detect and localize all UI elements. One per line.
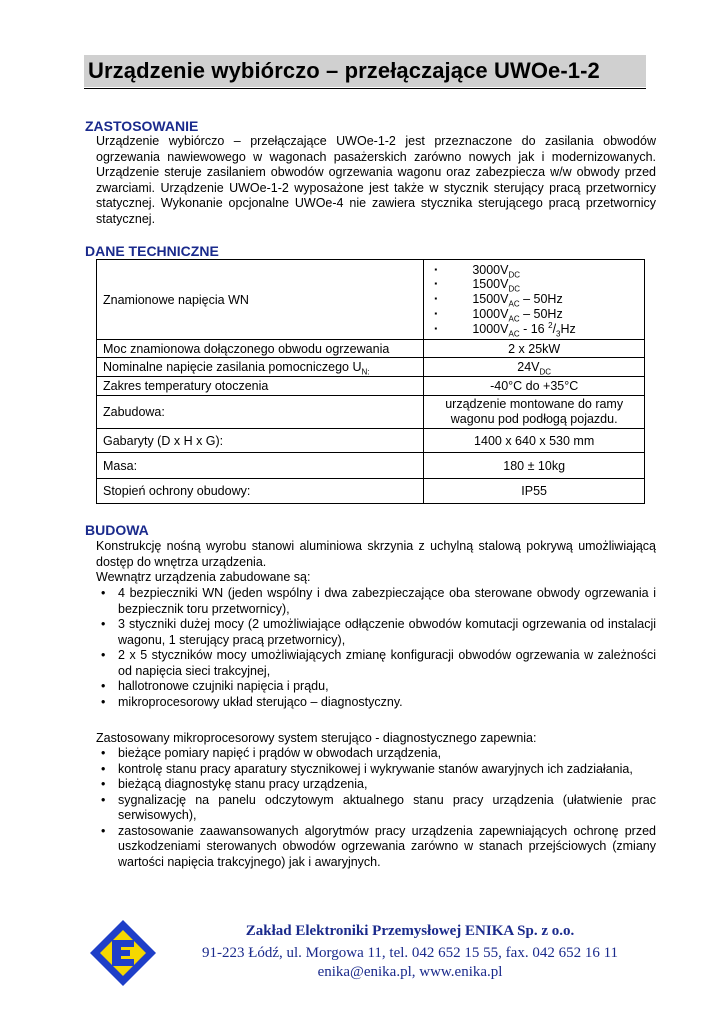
- row-value: urządzenie montowane do ramy wagonu pod podłogą pojazdu.: [424, 396, 645, 429]
- bullet-icon: •: [101, 679, 106, 693]
- zastosowanie-text: [96, 134, 656, 227]
- voltage-item: [434, 263, 638, 278]
- row-label: Zakres temperatury otoczenia: [97, 377, 424, 396]
- table-row: [97, 340, 645, 358]
- list-item: [96, 586, 656, 617]
- zastosowanie-paragraph: Urządzenie wybiórczo – przełączające UWOe-1-2 jest przeznaczone do zasilania obwodów ogrzewania nawiewowego w wagonach pasażerskich zarówno nowych jak i modernizowanych. Urządzenie steruje zasilaniem obwodów ogrzewania wagonu oraz zabezpiecza w/w obwody przed zwarciami. Urządzenie UWOe-1-2 wyposażone jest także w stycznik sterujący pracą przetwornicy statycznej. Wykonanie opcjonalne UWOe-4 nie zawiera stycznika sterującego pracą przetwornicy statycznej.: [96, 134, 656, 226]
- bullet-icon: •: [101, 617, 106, 631]
- section-heading-dane: DANE TECHNICZNE: [85, 243, 219, 259]
- bullet-icon: •: [101, 746, 106, 760]
- table-row: [97, 429, 645, 453]
- title-underline: [84, 88, 646, 89]
- list-item-text: 2 x 5 styczników mocy umożliwiających zmianę konfiguracji obwodów ogrzewania w zależności od napięcia sieci trakcyjnej,: [118, 648, 656, 678]
- row-label: Gabaryty (D x H x G):: [97, 429, 424, 453]
- footer-contact: enika@enika.pl, www.enika.pl: [317, 964, 503, 980]
- row-label-sub: N:: [361, 367, 370, 377]
- voltage-text: $1000V_{AC} - 50Hz$: [472, 306, 563, 324]
- list-item: [96, 695, 656, 711]
- voltage-text: $1000V_{AC} - 16$ $^2/_3Hz$: [472, 320, 576, 339]
- system-intro: [96, 731, 656, 747]
- square-bullet-icon: ▪: [434, 308, 438, 318]
- list-item: [96, 824, 656, 871]
- budowa-intro: [96, 539, 656, 586]
- voltage-item: [434, 292, 638, 307]
- bullet-icon: •: [101, 777, 106, 791]
- enika-logo-icon: [88, 918, 158, 988]
- list-item-text: kontrolę stanu pracy aparatury stycznikowej i wykrywanie stanów awaryjnych ich zadziałania,: [118, 761, 633, 776]
- square-bullet-icon: ▪: [434, 279, 438, 289]
- row-value: 180 ± 10kg: [424, 453, 645, 479]
- row-value: 1400 x 640 x 530 mm: [424, 429, 645, 453]
- footer-address: 91-223 Łódź, ul. Morgowa 11, tel. 042 652 15 55, fax. 042 652 16 11: [201, 945, 619, 961]
- row-value-text: 24V: [517, 360, 540, 374]
- row-label: Stopień ochrony obudowy:: [97, 479, 424, 504]
- table-row: [97, 479, 645, 504]
- page-title: Urządzenie wybiórczo – przełączające UWOe-1-2: [88, 58, 600, 83]
- budowa-intro-text: Konstrukcję nośną wyrobu stanowi aluminiowa skrzynia z uchylną stalową pokrywą umożliwiającą dostęp do wnętrza urządzenia.: [96, 539, 656, 569]
- bullet-icon: •: [101, 761, 106, 776]
- row-value: IP55: [424, 479, 645, 504]
- row-value: -40°C do +35°C: [424, 377, 645, 396]
- row-value-sub: DC: [539, 367, 552, 377]
- row-label: Masa:: [97, 453, 424, 479]
- list-item: [96, 777, 656, 793]
- list-item: [96, 762, 656, 778]
- bullet-icon: •: [101, 648, 106, 662]
- section-heading-budowa: BUDOWA: [85, 522, 149, 538]
- voltage-label: Znamionowe napięcia WN: [97, 260, 424, 340]
- list-item-text: mikroprocesorowy układ sterująco – diagnostyczny.: [118, 694, 403, 709]
- list-item: [96, 648, 656, 679]
- list-item-text: bieżącą diagnostykę stanu pracy urządzenia,: [118, 777, 368, 791]
- square-bullet-icon: ▪: [434, 323, 438, 333]
- table-row-voltages: [97, 260, 645, 340]
- row-label: Zabudowa:: [97, 396, 424, 429]
- row-label: [97, 358, 424, 377]
- list-item-text: bieżące pomiary napięć i prądów w obwodach urządzenia,: [118, 746, 442, 760]
- voltage-item: [434, 307, 638, 322]
- list-item: [96, 617, 656, 648]
- system-list: [96, 746, 656, 870]
- list-item: [96, 746, 656, 762]
- bullet-icon: •: [101, 792, 106, 807]
- table-row: [97, 453, 645, 479]
- voltage-item: [434, 277, 638, 292]
- square-bullet-icon: ▪: [434, 264, 438, 274]
- technical-data-table: [96, 259, 645, 504]
- voltage-text: $1500V_{DC}$: [472, 277, 521, 294]
- list-item-text: 4 bezpieczniki WN (jeden wspólny i dwa zabezpieczające oba sterowane obwody ogrzewania i bezpiecznik toru przetwornicy),: [118, 586, 656, 616]
- list-item: [96, 679, 656, 695]
- row-label: Moc znamionowa dołączonego obwodu ogrzewania: [97, 340, 424, 358]
- voltage-text: $3000V_{DC}$: [472, 262, 521, 279]
- list-item-text: hallotronowe czujniki napięcia i prądu,: [118, 679, 329, 693]
- title-bar: [84, 55, 646, 87]
- table-row: [97, 377, 645, 396]
- system-intro-text: Zastosowany mikroprocesorowy system sterująco - diagnostycznego zapewnia:: [96, 731, 537, 745]
- voltage-text: $1500V_{AC} - 50Hz$: [472, 292, 563, 309]
- list-item: [96, 793, 656, 824]
- row-label-text: Nominalne napięcie zasilania pomocniczego U: [103, 360, 362, 374]
- bullet-icon: •: [101, 823, 106, 838]
- budowa-intro2-text: Wewnątrz urządzenia zabudowane są:: [96, 570, 311, 584]
- budowa-list: [96, 586, 656, 710]
- footer-company: Zakład Elektroniki Przemysłowej ENIKA Sp. z o.o.: [245, 923, 575, 939]
- square-bullet-icon: ▪: [434, 294, 438, 304]
- table-row: [97, 396, 645, 429]
- list-item-text: zastosowanie zaawansowanych algorytmów pracy urządzenia zapewniających ochronę przed uszkodzeniami sterowanych obwodów ogrzewania zarówno w stanach przejściowych (zmiany wartości napięcia trakcyjnego) jak i awaryjnych.: [118, 823, 656, 869]
- bullet-icon: •: [101, 694, 106, 709]
- voltage-item: [434, 322, 638, 337]
- voltage-list: [432, 263, 638, 337]
- bullet-icon: •: [101, 586, 106, 600]
- section-heading-zastosowanie: ZASTOSOWANIE: [85, 118, 199, 134]
- list-item-text: 3 styczniki dużej mocy (2 umożliwiające odłączenie obwodów komutacji ogrzewania od instalacji wagonu, 1 sterujący pracą przetwornicy),: [118, 617, 656, 647]
- table-row: [97, 358, 645, 377]
- row-value: 2 x 25kW: [424, 340, 645, 358]
- row-value: [424, 358, 645, 377]
- list-item-text: sygnalizację na panelu odczytowym aktualnego stanu pracy urządzenia (ułatwienie prac serwisowych),: [118, 792, 656, 822]
- voltage-values: [424, 260, 645, 340]
